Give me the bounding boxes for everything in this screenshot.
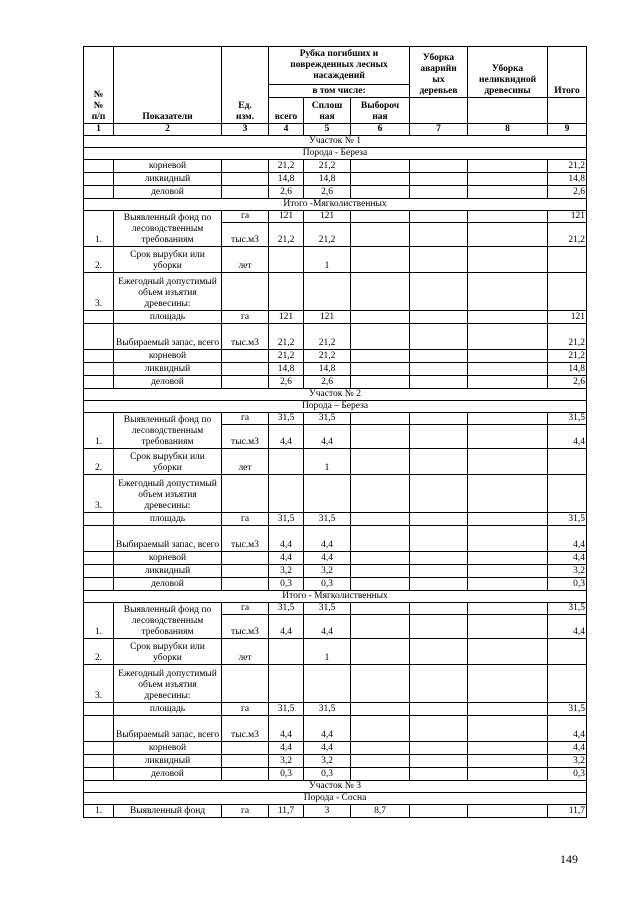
species-title: Порода - Береза (84, 148, 587, 160)
cell-clear: 21,2 (304, 350, 351, 363)
row-num: 1. (84, 413, 114, 449)
cell-itogo: 31,5 (548, 603, 587, 615)
empty-cell (548, 98, 587, 124)
cell-clear: 4,4 (304, 425, 351, 449)
cell-clear: 4,4 (304, 742, 351, 755)
colnum: 2 (114, 124, 222, 136)
colnum: 6 (351, 124, 410, 136)
cell-unit: тыс.м3 (222, 526, 269, 552)
row-label: деловой (114, 768, 222, 781)
cell-total: 0,3 (269, 578, 304, 591)
cell-clear: 1 (304, 449, 351, 475)
empty-cell (468, 98, 548, 124)
cell-clear: 1 (304, 639, 351, 665)
header-emergency: Уборка аварийн ых деревьев (410, 47, 468, 98)
table-row (84, 475, 587, 513)
table-row (84, 363, 587, 376)
cell-unit: тыс.м3 (222, 425, 269, 449)
colnum: 4 (269, 124, 304, 136)
cell-itogo: 3,2 (548, 565, 587, 578)
cell-total: 21,2 (269, 324, 304, 350)
cell-itogo: 121 (548, 311, 587, 324)
table-row (84, 526, 587, 552)
cell-clear: 3,2 (304, 755, 351, 768)
row-label: Выявленный фонд по лесоводственным требованиям (114, 603, 222, 639)
header-felling: Рубка погибших и поврежденных лесных насаждений (269, 47, 410, 85)
cell-itogo: 3,2 (548, 755, 587, 768)
row-label: площадь (114, 513, 222, 526)
cell-itogo: 2,6 (548, 186, 587, 199)
table-row (84, 211, 587, 223)
cell-clear: 121 (304, 211, 351, 223)
row-label: ликвидный (114, 363, 222, 376)
cell-clear: 31,5 (304, 413, 351, 425)
row-label: деловой (114, 578, 222, 591)
empty-cell (410, 98, 468, 124)
cell-unit: тыс.м3 (222, 615, 269, 639)
cell-total: 4,4 (269, 716, 304, 742)
colnum: 8 (468, 124, 548, 136)
cell-clear: 31,5 (304, 603, 351, 615)
table-row (84, 376, 587, 389)
table-row (84, 665, 587, 703)
header-indicator: Показатели (114, 47, 222, 124)
header-total: всего (269, 98, 304, 124)
cell-clear: 14,8 (304, 363, 351, 376)
cell-itogo: 4,4 (548, 425, 587, 449)
row-label: деловой (114, 376, 222, 389)
cell-clear: 121 (304, 311, 351, 324)
table-row (84, 755, 587, 768)
cell-itogo: 2,6 (548, 376, 587, 389)
table-row (84, 186, 587, 199)
cell-unit: тыс.м3 (222, 223, 269, 247)
cell-clear: 14,8 (304, 173, 351, 186)
cell-itogo: 14,8 (548, 173, 587, 186)
cell-clear: 31,5 (304, 703, 351, 716)
table-row (84, 639, 587, 665)
cell-total: 121 (269, 211, 304, 223)
cell-unit: тыс.м3 (222, 324, 269, 350)
cell-clear: 31,5 (304, 513, 351, 526)
cell-total: 31,5 (269, 703, 304, 716)
row-label: Срок вырубки или уборки (114, 247, 222, 273)
table-row (84, 350, 587, 363)
section-title: Участок № 2 (84, 389, 587, 401)
row-label: корневой (114, 160, 222, 173)
cell-itogo: 0,3 (548, 768, 587, 781)
section-title: Участок № 3 (84, 781, 587, 793)
table-row (84, 513, 587, 526)
header-selective: Выбороч ная (351, 98, 410, 124)
cell-unit: лет (222, 247, 269, 273)
cell-total: 2,6 (269, 186, 304, 199)
row-label: ликвидный (114, 173, 222, 186)
cell-total: 21,2 (269, 160, 304, 173)
cell-total: 4,4 (269, 526, 304, 552)
cell-itogo: 31,5 (548, 513, 587, 526)
header-incl: в том числе: (269, 85, 410, 98)
header-itogo: Итого (548, 47, 587, 98)
row-num: 1. (84, 805, 114, 818)
row-label: площадь (114, 703, 222, 716)
cell-total: 21,2 (269, 223, 304, 247)
row-label: корневой (114, 552, 222, 565)
cell-total: 31,5 (269, 603, 304, 615)
cell-total: 4,4 (269, 425, 304, 449)
cell-total: 3,2 (269, 755, 304, 768)
header-illiquid: Уборка неликвидной древесины (468, 47, 548, 98)
subtotal-title: Итого - Мягколиственных (84, 591, 587, 603)
cell-unit: га (222, 603, 269, 615)
cell-clear: 21,2 (304, 160, 351, 173)
row-num: 1. (84, 211, 114, 247)
forest-felling-table (83, 46, 587, 818)
cell-clear: 0,3 (304, 768, 351, 781)
row-label: Выбираемый запас, всего (114, 324, 222, 350)
header-clear: Сплош ная (304, 98, 351, 124)
section-title: Участок № 1 (84, 136, 587, 148)
cell-unit: лет (222, 449, 269, 475)
row-label: ликвидный (114, 565, 222, 578)
cell-unit: га (222, 703, 269, 716)
column-numbers-row (84, 124, 587, 136)
cell-itogo: 14,8 (548, 363, 587, 376)
cell-total: 31,5 (269, 413, 304, 425)
cell-unit: лет (222, 639, 269, 665)
table-row (84, 247, 587, 273)
cell-clear: 4,4 (304, 526, 351, 552)
cell-total: 3,2 (269, 565, 304, 578)
cell-clear: 2,6 (304, 376, 351, 389)
cell-itogo: 121 (548, 211, 587, 223)
cell-itogo: 4,4 (548, 552, 587, 565)
colnum: 1 (84, 124, 114, 136)
table-row (84, 703, 587, 716)
cell-clear: 2,6 (304, 186, 351, 199)
row-num: 3. (84, 273, 114, 311)
cell-total: 4,4 (269, 615, 304, 639)
cell-clear: 1 (304, 247, 351, 273)
cell-itogo: 31,5 (548, 703, 587, 716)
table-row (84, 160, 587, 173)
cell-total: 11,7 (269, 805, 304, 818)
table-row (84, 578, 587, 591)
colnum: 3 (222, 124, 269, 136)
cell-clear: 4,4 (304, 552, 351, 565)
row-label: Ежегодный допустимый объем изъятия древесины: (114, 273, 222, 311)
header-num: № № п/п (84, 47, 114, 124)
row-label: Выявленный фонд (114, 805, 222, 818)
table-row (84, 311, 587, 324)
cell-itogo: 4,4 (548, 615, 587, 639)
cell-unit: тыс.м3 (222, 716, 269, 742)
row-label: корневой (114, 742, 222, 755)
table-row (84, 805, 587, 818)
cell-unit: га (222, 413, 269, 425)
header-unit: Ед. изм. (222, 47, 269, 124)
row-label: Выявленный фонд по лесоводственным требованиям (114, 413, 222, 449)
cell-total: 21,2 (269, 350, 304, 363)
table-row (84, 173, 587, 186)
cell-selective: 8,7 (351, 805, 410, 818)
row-label: ликвидный (114, 755, 222, 768)
cell-unit: га (222, 211, 269, 223)
row-label: площадь (114, 311, 222, 324)
row-label: Ежегодный допустимый объем изъятия древесины: (114, 475, 222, 513)
cell-total: 4,4 (269, 552, 304, 565)
table-row (84, 324, 587, 350)
cell-itogo: 4,4 (548, 716, 587, 742)
cell-itogo: 0,3 (548, 578, 587, 591)
row-label: Срок вырубки или уборки (114, 639, 222, 665)
cell-clear: 4,4 (304, 716, 351, 742)
row-label: Срок вырубки или уборки (114, 449, 222, 475)
row-label: деловой (114, 186, 222, 199)
table-row (84, 565, 587, 578)
row-label: Выбираемый запас, всего (114, 526, 222, 552)
row-num: 2. (84, 247, 114, 273)
cell-clear: 3,2 (304, 565, 351, 578)
cell-itogo: 4,4 (548, 742, 587, 755)
subtotal-title: Итого -Мягколиственных (84, 199, 587, 211)
cell-itogo: 21,2 (548, 324, 587, 350)
cell-total: 14,8 (269, 173, 304, 186)
row-num: 2. (84, 639, 114, 665)
cell-total: 121 (269, 311, 304, 324)
cell-itogo: 31,5 (548, 413, 587, 425)
cell-itogo: 11,7 (548, 805, 587, 818)
table-row (84, 413, 587, 425)
cell-total: 2,6 (269, 376, 304, 389)
cell-total: 0,3 (269, 768, 304, 781)
table-row (84, 768, 587, 781)
cell-unit: га (222, 805, 269, 818)
row-num: 1. (84, 603, 114, 639)
table-row (84, 449, 587, 475)
cell-clear: 0,3 (304, 578, 351, 591)
cell-clear: 21,2 (304, 324, 351, 350)
table-row (84, 742, 587, 755)
cell-unit: га (222, 513, 269, 526)
row-label: Ежегодный допустимый объем изъятия древесины: (114, 665, 222, 703)
table-row (84, 603, 587, 615)
row-label: корневой (114, 350, 222, 363)
row-num: 2. (84, 449, 114, 475)
table-row (84, 552, 587, 565)
cell-itogo: 21,2 (548, 350, 587, 363)
cell-unit: га (222, 311, 269, 324)
cell-total: 4,4 (269, 742, 304, 755)
colnum: 7 (410, 124, 468, 136)
cell-total: 31,5 (269, 513, 304, 526)
cell-clear: 21,2 (304, 223, 351, 247)
cell-itogo: 21,2 (548, 223, 587, 247)
colnum: 9 (548, 124, 587, 136)
table-row (84, 716, 587, 742)
page-number: 149 (560, 852, 578, 866)
row-label: Выбираемый запас, всего (114, 716, 222, 742)
species-title: Порода - Сосна (84, 793, 587, 805)
row-num: 3. (84, 665, 114, 703)
row-num: 3. (84, 475, 114, 513)
cell-clear: 4,4 (304, 615, 351, 639)
colnum: 5 (304, 124, 351, 136)
cell-total: 14,8 (269, 363, 304, 376)
table-row (84, 273, 587, 311)
row-label: Выявленный фонд по лесоводственным требованиям (114, 211, 222, 247)
cell-itogo: 4,4 (548, 526, 587, 552)
species-title: Порода – Береза (84, 401, 587, 413)
cell-itogo: 21,2 (548, 160, 587, 173)
cell-clear: 3 (304, 805, 351, 818)
